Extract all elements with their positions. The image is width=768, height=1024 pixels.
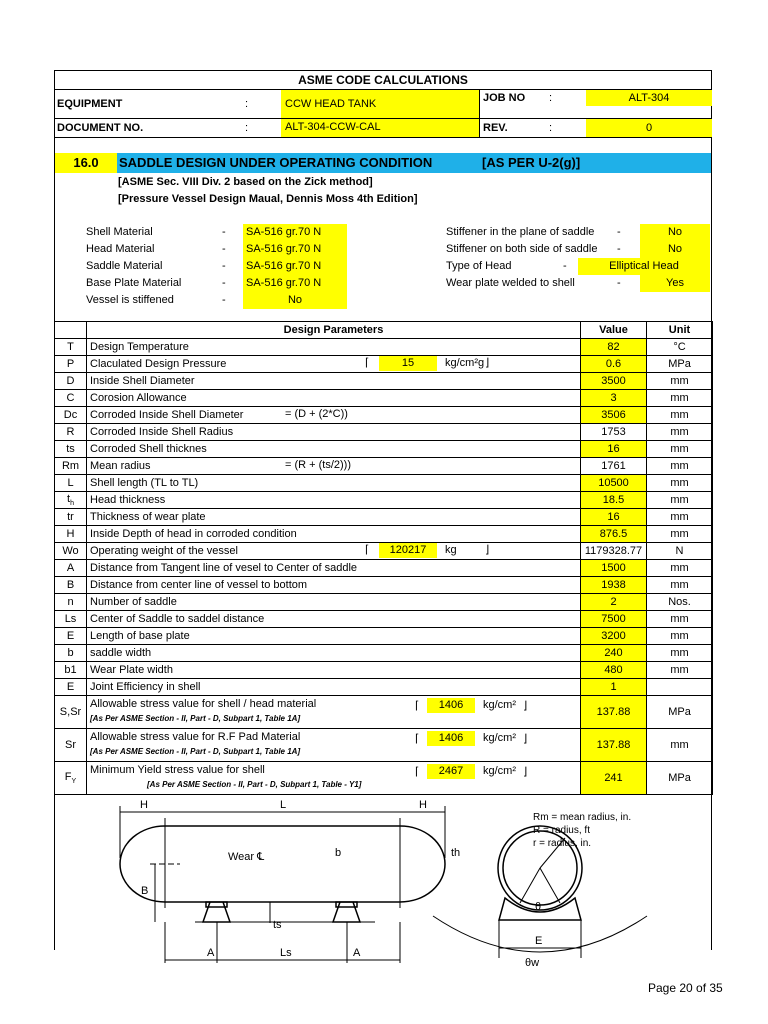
diagram-label-a-right: A [353, 947, 361, 959]
material-label: Shell Material [86, 226, 153, 238]
param-unit: mm [647, 662, 713, 679]
param-value: 10500 [581, 475, 647, 492]
header-value: Value [581, 322, 647, 339]
table-row [55, 475, 713, 492]
table-row [55, 441, 713, 458]
table-row [55, 560, 713, 577]
param-extra-unit: kg/cm²g [445, 357, 485, 369]
param-symbol: B [55, 577, 87, 594]
table-row [55, 509, 713, 526]
table-row [55, 577, 713, 594]
param-extra-unit: kg/cm² [483, 765, 516, 777]
table-row [55, 611, 713, 628]
param-value: 1500 [581, 560, 647, 577]
material-value: SA-516 gr.70 N [243, 224, 347, 241]
param-description-text: Wear Plate width [90, 664, 173, 676]
table-row [55, 407, 713, 424]
equipment-colon: : [245, 98, 249, 110]
table-row [55, 645, 713, 662]
table-row [55, 390, 713, 407]
param-value: 241 [581, 762, 647, 795]
table-row-double [55, 696, 713, 729]
param-description-text: Allowable stress value for shell / head material [90, 698, 317, 710]
param-value: 1179328.77 [581, 543, 647, 560]
param-unit: mm [647, 458, 713, 475]
diagram-label-e: E [535, 935, 543, 947]
param-unit: mm [647, 492, 713, 509]
material-value: No [243, 292, 347, 309]
param-unit: N [647, 543, 713, 560]
table-row [55, 628, 713, 645]
param-description-text: Thickness of wear plate [90, 511, 206, 523]
param-description [87, 577, 581, 594]
material-dash: - [617, 277, 621, 289]
job-colon: : [549, 92, 553, 104]
param-value: 240 [581, 645, 647, 662]
param-unit [647, 679, 713, 696]
material-dash: - [222, 226, 226, 238]
header-unit: Unit [647, 322, 713, 339]
param-description-text: Operating weight of the vessel [90, 545, 238, 557]
param-description [87, 560, 581, 577]
equipment-value: CCW HEAD TANK [281, 90, 479, 118]
param-description [87, 509, 581, 526]
section-reference: [AS PER U-2(g)] [482, 155, 581, 170]
table-row [55, 679, 713, 696]
material-label: Stiffener on both side of saddle [446, 243, 598, 255]
material-label: Type of Head [446, 260, 512, 272]
material-label: Saddle Material [86, 260, 163, 272]
param-value: 2 [581, 594, 647, 611]
material-dash: - [563, 260, 567, 272]
material-dash: - [617, 226, 621, 238]
param-unit: mm [647, 424, 713, 441]
param-description-text: Allowable stress value for R.F Pad Material [90, 731, 301, 743]
param-symbol: A [55, 560, 87, 577]
param-symbol: Ls [55, 611, 87, 628]
param-description-text: Inside Shell Diameter [90, 375, 195, 387]
param-symbol: E [55, 628, 87, 645]
diagram-label-l: L [280, 799, 287, 811]
rev-label: REV. [483, 122, 508, 134]
diagram-label-wear: Wear ℄ [228, 851, 265, 863]
material-value: Yes [640, 275, 710, 292]
param-description-text: Distance from Tangent line of vesel to Center of saddle [90, 562, 358, 574]
param-unit: mm [647, 407, 713, 424]
param-unit: mm [647, 560, 713, 577]
param-unit: MPa [647, 356, 713, 373]
param-description-text: Claculated Design Pressure [90, 358, 227, 370]
diagram-label-theta-w: θw [525, 957, 540, 968]
table-row [55, 424, 713, 441]
param-unit: mm [647, 441, 713, 458]
param-description [87, 628, 581, 645]
material-value: Elliptical Head [578, 258, 710, 275]
param-description [87, 611, 581, 628]
param-description-text: Minimum Yield stress value for shell [90, 764, 265, 776]
equipment-label: EQUIPMENT [57, 98, 123, 110]
param-bracket-open: ⌈ [365, 544, 370, 556]
param-description-text: Corosion Allowance [90, 392, 187, 404]
section-heading-bar [55, 153, 711, 173]
param-description-text: saddle width [90, 647, 152, 659]
material-value: SA-516 gr.70 N [243, 258, 347, 275]
param-description-text: Corroded Inside Shell Radius [90, 426, 234, 438]
table-row-double [55, 762, 713, 795]
diagram-legend-2: R = radius, ft [533, 825, 590, 836]
param-bracket-open: ⌈ [365, 357, 370, 369]
param-description [87, 594, 581, 611]
material-dash: - [222, 243, 226, 255]
section-number: 16.0 [55, 153, 117, 173]
param-description [87, 356, 581, 373]
param-description-text: Mean radius [90, 460, 151, 472]
param-value: 82 [581, 339, 647, 356]
material-value: No [640, 241, 710, 258]
param-bracket-close: ⌋ [523, 733, 528, 745]
param-description-text: Corroded Inside Shell Diameter [90, 409, 244, 421]
table-row-double [55, 729, 713, 762]
param-description [87, 458, 581, 475]
param-description [87, 679, 581, 696]
material-label: Vessel is stiffened [86, 294, 174, 306]
material-label: Stiffener in the plane of saddle [446, 226, 595, 238]
param-formula: = (R + (ts/2))) [285, 459, 352, 471]
param-description-text: Shell length (TL to TL) [90, 477, 199, 489]
param-symbol: R [55, 424, 87, 441]
param-symbol: tr [55, 509, 87, 526]
param-description [87, 662, 581, 679]
param-bracket-open: ⌈ [415, 700, 420, 712]
document-row [54, 118, 712, 138]
material-dash: - [222, 260, 226, 272]
param-value: 876.5 [581, 526, 647, 543]
diagram-label-h-right: H [419, 799, 427, 811]
param-description [87, 390, 581, 407]
material-value: SA-516 gr.70 N [243, 275, 347, 292]
header-title-row [54, 70, 712, 90]
rev-value: 0 [586, 119, 712, 137]
param-symbol: $F_Y$ [55, 762, 87, 795]
param-symbol: H [55, 526, 87, 543]
param-symbol: P [55, 356, 87, 373]
param-unit: °C [647, 339, 713, 356]
table-row [55, 356, 713, 373]
param-unit: mm [647, 390, 713, 407]
param-extra-unit: kg/cm² [483, 732, 516, 744]
table-row [55, 526, 713, 543]
param-unit: mm [647, 526, 713, 543]
material-dash: - [222, 294, 226, 306]
param-unit: Nos. [647, 594, 713, 611]
param-symbol: $t_h$ [55, 492, 87, 509]
param-symbol: Wo [55, 543, 87, 560]
param-value: 137.88 [581, 696, 647, 729]
param-unit: mm [647, 475, 713, 492]
material-dash: - [222, 277, 226, 289]
param-extra-unit: kg/cm² [483, 699, 516, 711]
param-value: 1 [581, 679, 647, 696]
param-description [87, 424, 581, 441]
diagram-label-a-left: A [207, 947, 215, 959]
diagram-label-h-left: H [140, 799, 148, 811]
document-label: DOCUMENT NO. [57, 122, 144, 134]
param-unit: MPa [647, 696, 713, 729]
material-value: SA-516 gr.70 N [243, 241, 347, 258]
param-description [87, 492, 581, 509]
material-value: No [640, 224, 710, 241]
param-formula: = (D + (2*C)) [285, 408, 348, 420]
param-symbol: L [55, 475, 87, 492]
diagram-label-b-small: b [335, 847, 342, 859]
diagram-label-b: B [141, 885, 149, 897]
table-row [55, 662, 713, 679]
param-extra-value: 1406 [427, 698, 475, 713]
page-number: Page 20 of 35 [648, 981, 723, 995]
param-value: 18.5 [581, 492, 647, 509]
saddle-diagram [95, 798, 655, 968]
param-symbol: D [55, 373, 87, 390]
param-extra-value: 120217 [379, 543, 437, 558]
diagram-legend-1: Rm = mean radius, in. [533, 812, 632, 823]
param-bracket-open: ⌈ [415, 766, 420, 778]
param-symbol: Dc [55, 407, 87, 424]
param-description [87, 407, 581, 424]
param-value: 480 [581, 662, 647, 679]
param-unit: mm [647, 645, 713, 662]
diagram-label-ls: Ls [280, 947, 292, 959]
param-description-text: Length of base plate [90, 630, 190, 642]
param-extra-value: 1406 [427, 731, 475, 746]
param-description [87, 475, 581, 492]
param-symbol: n [55, 594, 87, 611]
document-value: ALT-304-CCW-CAL [281, 119, 479, 137]
param-symbol: E [55, 679, 87, 696]
param-description-text: Distance from center line of vessel to bottom [90, 579, 308, 591]
param-description-text: Number of saddle [90, 596, 177, 608]
param-extra-value: 15 [379, 356, 437, 371]
param-value: 3 [581, 390, 647, 407]
table-row [55, 492, 713, 509]
param-description [87, 373, 581, 390]
param-unit: mm [647, 611, 713, 628]
param-description [87, 441, 581, 458]
param-value: 1938 [581, 577, 647, 594]
param-value: 1761 [581, 458, 647, 475]
param-description [87, 339, 581, 356]
param-description-text: Center of Saddle to saddel distance [90, 613, 265, 625]
param-value: 3506 [581, 407, 647, 424]
param-description-text: Design Temperature [90, 341, 189, 353]
job-label: JOB NO [483, 92, 526, 104]
param-bracket-close: ⌋ [485, 357, 490, 369]
equipment-row [54, 89, 712, 119]
section-title: SADDLE DESIGN UNDER OPERATING CONDITION [119, 155, 433, 170]
param-description [87, 762, 581, 795]
material-label: Base Plate Material [86, 277, 182, 289]
param-symbol: ts [55, 441, 87, 458]
job-value: ALT-304 [586, 90, 712, 106]
header-sym [55, 322, 87, 339]
param-value: 7500 [581, 611, 647, 628]
param-unit: mm [647, 628, 713, 645]
param-reference: [As Per ASME Section - II, Part - D, Subpart 1, Table - Y1] [147, 780, 362, 789]
table-header-row [55, 322, 713, 339]
param-symbol: C [55, 390, 87, 407]
param-value: 16 [581, 441, 647, 458]
document-colon: : [245, 122, 249, 134]
rev-colon: : [549, 122, 553, 134]
table-row [55, 543, 713, 560]
param-unit: mm [647, 577, 713, 594]
table-row [55, 594, 713, 611]
section-note-1: [ASME Sec. VIII Div. 2 based on the Zick method] [118, 176, 373, 188]
table-row [55, 458, 713, 475]
param-extra-value: 2467 [427, 764, 475, 779]
param-unit: mm [647, 509, 713, 526]
param-symbol: b [55, 645, 87, 662]
design-parameters-table [54, 321, 713, 795]
param-description [87, 645, 581, 662]
table-row [55, 373, 713, 390]
param-description [87, 729, 581, 762]
param-value: 137.88 [581, 729, 647, 762]
param-symbol: T [55, 339, 87, 356]
param-value: 0.6 [581, 356, 647, 373]
param-description [87, 696, 581, 729]
param-unit: mm [647, 729, 713, 762]
param-description-text: Joint Efficiency in shell [90, 681, 201, 693]
param-extra-unit: kg [445, 544, 457, 556]
param-value: 1753 [581, 424, 647, 441]
param-bracket-open: ⌈ [415, 733, 420, 745]
param-description [87, 526, 581, 543]
param-bracket-close: ⌋ [523, 700, 528, 712]
page-title: ASME CODE CALCULATIONS [298, 73, 468, 87]
param-value: 3200 [581, 628, 647, 645]
material-label: Head Material [86, 243, 155, 255]
param-unit: MPa [647, 762, 713, 795]
param-symbol: S,Sr [55, 696, 87, 729]
param-bracket-close: ⌋ [485, 544, 490, 556]
param-bracket-close: ⌋ [523, 766, 528, 778]
diagram-label-theta: θ [535, 901, 542, 913]
material-dash: - [617, 243, 621, 255]
param-description-text: Head thickness [90, 494, 166, 506]
param-symbol: b1 [55, 662, 87, 679]
param-unit: mm [647, 373, 713, 390]
diagram-label-ts: ts [273, 919, 282, 931]
material-label: Wear plate welded to shell [446, 277, 575, 289]
param-reference: [As Per ASME Section - II, Part - D, Subpart 1, Table 1A] [90, 714, 301, 723]
param-description [87, 543, 581, 560]
section-note-2: [Pressure Vessel Design Maual, Dennis Moss 4th Edition] [118, 193, 418, 205]
param-description-text: Inside Depth of head in corroded condition [90, 528, 297, 540]
param-value: 3500 [581, 373, 647, 390]
param-symbol: Rm [55, 458, 87, 475]
param-description-text: Corroded Shell thicknes [90, 443, 207, 455]
param-reference: [As Per ASME Section - II, Part - D, Subpart 1, Table 1A] [90, 747, 301, 756]
diagram-legend-3: r = radius, in. [533, 838, 592, 849]
header-param: Design Parameters [87, 322, 581, 339]
table-row [55, 339, 713, 356]
diagram-label-th: th [451, 847, 461, 859]
param-value: 16 [581, 509, 647, 526]
param-symbol: Sr [55, 729, 87, 762]
